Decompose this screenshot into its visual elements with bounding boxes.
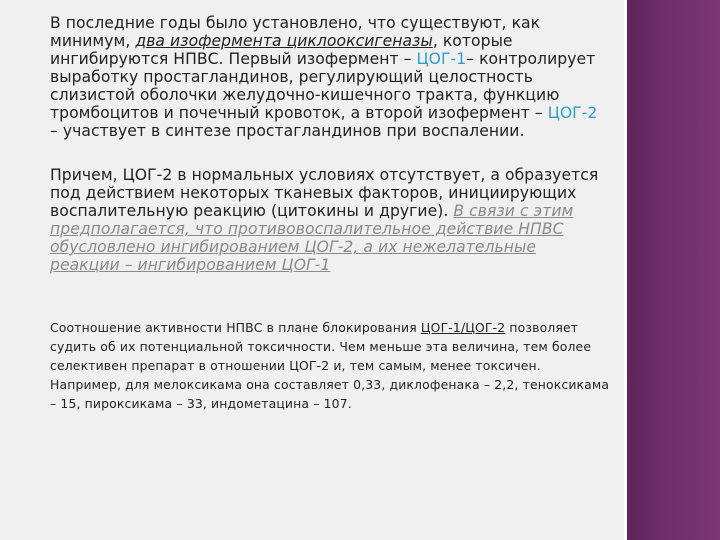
paragraph3-text-3: позволяет судить об их потенциальной токсичности. Чем меньше эта величина, тем более селективен препарат в отношении ЦОГ-2 и, тем самым, менее токсичен. Например, для мелоксикама она составляет 0,33, диклофенака – 2,2, теноксикама – 15, пироксикама – 33, индометацина – 107. [50, 320, 610, 411]
paragraph3-text-1: Соотношение активности НПВС в плане блокирования [50, 320, 421, 335]
cox2-highlight: ЦОГ-2 [547, 104, 598, 122]
paragraph2-text-1: Причем, ЦОГ-2 в нормальных условиях отсутствует, а образуется под действием некоторых тканевых факторов, инициирующих воспалительную реакцию (цитокины и другие). [50, 166, 599, 220]
paragraph1-text-5: – контролирует выработку простагландинов, регулирующий целостность слизистой оболочки желудочно-кишечного тракта, функцию тромбоцитов и почечный кровоток, а второй изофермент – [50, 50, 596, 122]
two-isoenzymes-link[interactable]: два изофермента циклооксигеназы [135, 32, 433, 50]
paragraph-cox2-inflammation [50, 166, 610, 274]
nsaid-action-link[interactable]: В связи с этим предполагается, что противовоспалительное действие НПВС обусловлено ингибированием ЦОГ-2, а их нежелательные реакции – ингибированием ЦОГ-1 [50, 202, 574, 274]
paragraph1-text-1: В последние годы было установлено, что существуют, как минимум, [50, 14, 541, 50]
paragraph-activity-ratio [50, 318, 610, 413]
cox-ratio-underlined: ЦОГ-1/ЦОГ-2 [420, 320, 506, 335]
panel-divider [624, 0, 627, 540]
paragraph1-text-7: – участвует в синтезе простагландинов при воспалении. [50, 122, 525, 140]
slide-content [50, 14, 610, 413]
decorative-side-panel [624, 0, 720, 540]
cox1-highlight: ЦОГ-1 [416, 50, 467, 68]
paragraph1-text-3: , которые ингибируются НПВС. Первый изофермент – [50, 32, 513, 68]
paragraph-cox-isoenzymes [50, 14, 610, 140]
